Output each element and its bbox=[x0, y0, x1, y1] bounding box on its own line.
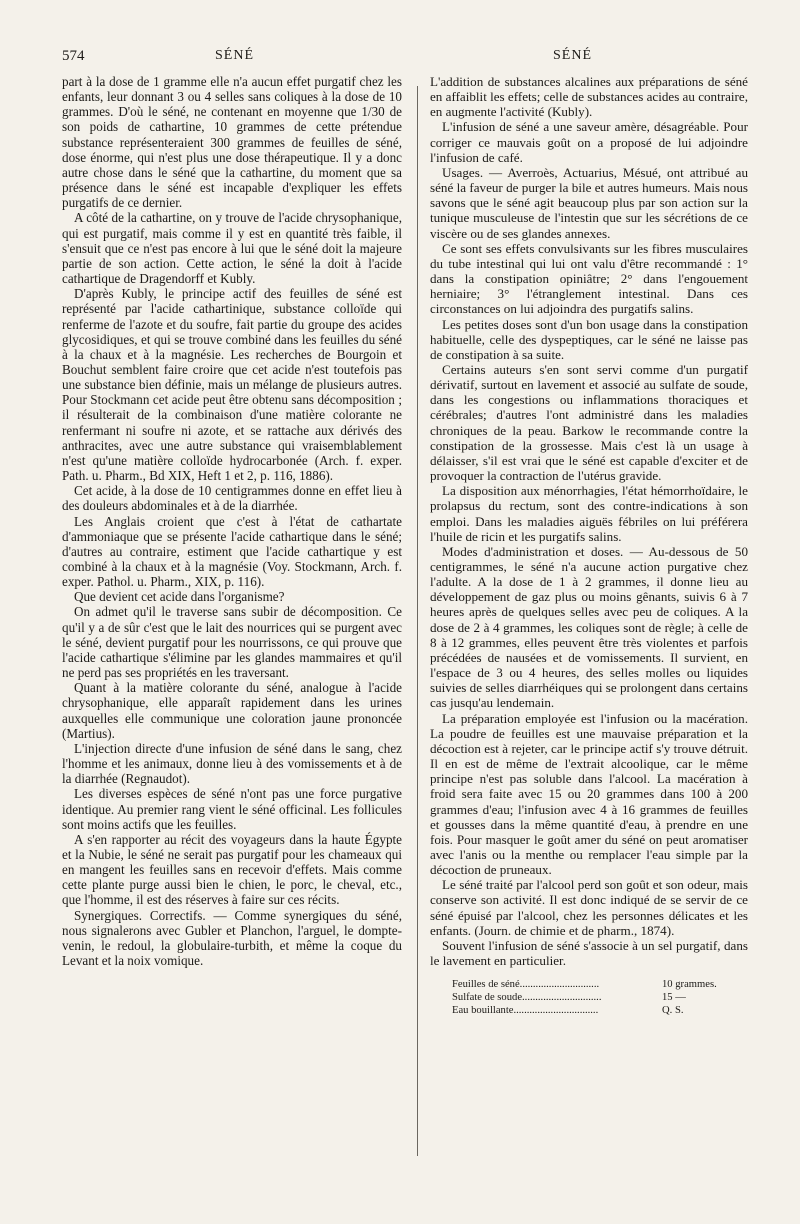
paragraph: Ce sont ses effets convulsivants sur les fibres musculaires du tube intestinal qui lui ont valu d'être recommandé : 1° dans la constipation opiniâtre; 2° dans l'engouement herniaire; 3° l'étranglement intestinal. Dans ces circonstances on lui adjoindra des purgatifs salins. bbox=[430, 240, 748, 317]
paragraph: Cet acide, à la dose de 10 centigrammes donne en effet lieu à des douleurs abdominales et à de la diarrhée. bbox=[62, 483, 402, 514]
paragraph: Usages. — Averroès, Actuarius, Mésué, ont attribué au séné la faveur de purger la bile et autres humeurs. Mais nous savons que le séné agit beaucoup plus par son action sur la tunique musculeuse de l'intestin que sur les sécrétions de ce viscère ou de ses glandes annexes. bbox=[430, 164, 748, 241]
paragraph: La disposition aux ménorrhagies, l'état hémorrhoïdaire, le prolapsus du rectum, sont des contre-indications à son emploi. Dans les maladies aiguës fébriles on lui préférera l'huile de ricin et les purgatifs salins. bbox=[430, 483, 748, 544]
paragraph: La préparation employée est l'infusion ou la macération. La poudre de feuilles est une mauvaise préparation et la décoction est à rejeter, car le principe actif s'y trouve détruit. Il en est de même de l'extrait alcoolique, car le même principe n'est pas soluble dans l'alcool. La macération à froid sera faite avec 15 ou 20 grammes dans 100 à 200 grammes d'eau; l'infusion avec 4 à 16 grammes de feuilles et gousses dans la même quantité d'eau, à prendre en une fois. Pour masquer le goût amer du séné on peut aromatiser avec l'anis ou la menthe ou remplacer l'eau simple par la décoction de pruneaux. bbox=[430, 710, 748, 878]
paragraph: L'injection directe d'une infusion de séné dans le sang, chez l'homme et les animaux, donne lieu à des vomissements et à de la diarrhée (Regnaudot). bbox=[62, 740, 402, 787]
recipe-dose: Q. S. bbox=[662, 1005, 684, 1017]
right-column-text bbox=[430, 74, 748, 968]
paragraph: L'addition de substances alcalines aux préparations de séné en affaiblit les effets; celle de substances acides au contraire, en augmente l'activité (Kubly). bbox=[430, 74, 748, 120]
paragraph: Les Anglais croient que c'est à l'état de cathartate d'ammoniaque que se présente l'acide cathartique dans le séné; d'autres au contraire, estiment que l'acide cathartique y est combiné à la chaux et à la magnésie (Voy. Stockmann, Arch. f. exper. Pathol. u. Pharm., XIX, p. 116). bbox=[62, 513, 402, 590]
paragraph: A s'en rapporter au récit des voyageurs dans la haute Égypte et la Nubie, le séné ne serait pas purgatif pour les chameaux qui en mangent les feuilles sans en recevoir d'effets. Mais comme cette plante purge aussi bien le chien, le porc, le cheval, etc., que l'homme, il est des réserves à faire sur ces récits. bbox=[62, 831, 402, 908]
running-head-right: SÉNÉ bbox=[553, 48, 592, 63]
recipe-dose: 10 grammes. bbox=[662, 979, 717, 991]
paragraph: Quant à la matière colorante du séné, analogue à l'acide chrysophanique, elle apparaît rapidement dans les urines auxquelles elle communique une coloration jaune prononcée (Martius). bbox=[62, 680, 402, 741]
paragraph: Les diverses espèces de séné n'ont pas une force purgative identique. Au premier rang vient le séné officinal. Les follicules sont moins actifs que les feuilles. bbox=[62, 786, 402, 832]
column-divider bbox=[417, 86, 418, 1156]
paragraph: On admet qu'il le traverse sans subir de décomposition. Ce qu'il y a de sûr c'est que le lait des nourrices qui se purgent avec le séné, devient purgatif pour les nourrissons, ce qui prouve que l'acide cathartique s'élimine par les glandes mammaires et qu'il ne perd pas ses propriétés en les traversant. bbox=[62, 604, 402, 681]
page-header bbox=[0, 44, 800, 68]
paragraph: L'infusion de séné a une saveur amère, désagréable. Pour corriger ce mauvais goût on a proposé de lui adjoindre l'infusion de café. bbox=[430, 119, 748, 165]
recipe-ingredient: Eau bouillante................................ bbox=[452, 1005, 599, 1017]
paragraph: A côté de la cathartine, on y trouve de l'acide chrysophanique, qui est purgatif, mais comme il y est en quantité très faible, il s'ensuit que ce n'est pas encore à lui que le séné doit la majeure partie de son action. Cette action, le séné la doit à l'acide cathartique de Dragendorff et Kubly. bbox=[62, 210, 402, 287]
recipe-table bbox=[430, 978, 748, 1017]
paragraph: Souvent l'infusion de séné s'associe à un sel purgatif, dans le lavement en particulier. bbox=[430, 937, 748, 969]
recipe-row bbox=[430, 1004, 748, 1017]
recipe-row bbox=[430, 991, 748, 1004]
paragraph: Modes d'administration et doses. — Au-dessous de 50 centigrammes, le séné n'a aucune action purgative chez l'adulte. A la dose de 1 à 2 grammes, il donne lieu au développement de gaz plus ou moins gênants, suivis 6 à 7 heures après de quelques selles avec peu de coliques. A la dose de 2 à 4 grammes, les coliques sont de règle; à celle de 8 à 12 grammes, elles peuvent être très violentes et parfois précédées de nausées et de vomissements. Il survient, en l'espace de 3 ou 4 heures, des selles molles ou liquides suivies de selles diarrhéiques qui se prolongent dans certains cas jusqu'au lendemain. bbox=[430, 543, 748, 711]
recipe-ingredient: Sulfate de soude.............................. bbox=[452, 992, 602, 1004]
paragraph: D'après Kubly, le principe actif des feuilles de séné est représenté par l'acide cathartinique, substance colloïde qui renferme de l'azote et du soufre, fait partie du groupe des acides glycosidiques, et qui se trouve combiné dans les feuilles du séné à la chaux et à la magnésie. Les recherches de Bourgoin et Bouchut semblent faire croire que cet acide n'est toutefois pas une substance bien définie, mais un mélange de plusieurs autres. Pour Stockmann cet acide peut être obtenu sans décomposition ; il résulterait de la combinaison d'une matière colorante ne renfermant ni soufre ni azote, et se rattache aux dérivés des anthracites, avec une autre substance qui vraisemblablement n'est qu'une matière colloïde hydrocarbonée (Arch. f. exper. Path. u. Pharm., Bd XIX, Heft 1 et 2, p. 116, 1886). bbox=[62, 286, 402, 484]
page-number: 574 bbox=[62, 48, 85, 64]
paragraph: Certains auteurs s'en sont servi comme d'un purgatif dérivatif, surtout en lavement et associé au sulfate de soude, dans les congestions ou inflammations thoraciques et cérébrales; d'autres l'ont administré dans les maladies chroniques de la peau. Barkow le recommande contre la constipation de la grossesse. Mais c'est là un usage à délaisser, s'il est vrai que le séné est capable d'exciter et de provoquer la contraction de l'utérus gravide. bbox=[430, 361, 748, 484]
recipe-ingredient: Feuilles de séné.............................. bbox=[452, 979, 600, 991]
paragraph: Le séné traité par l'alcool perd son goût et son odeur, mais conserve son activité. Il est donc indiqué de se servir de ce séné épuisé par l'alcool, chez les personnes délicates et les enfants. (Journ. de chimie et de pharm., 1874). bbox=[430, 877, 748, 938]
running-head-left: SÉNÉ bbox=[215, 48, 254, 63]
right-column bbox=[430, 74, 748, 1017]
recipe-row bbox=[430, 978, 748, 991]
recipe-dose: 15 — bbox=[662, 992, 686, 1004]
paragraph: Que devient cet acide dans l'organisme? bbox=[74, 589, 285, 605]
paragraph: Synergiques. Correctifs. — Comme synergiques du séné, nous signalerons avec Gubler et Planchon, l'arguel, le dompte-venin, le redoul, la globulaire-turbith, et même la coque du Levant et la noix vomique. bbox=[62, 907, 402, 969]
left-column bbox=[62, 74, 402, 968]
paragraph: Les petites doses sont d'un bon usage dans la constipation habituelle, celle des dyspeptiques, car le séné ne laisse pas de constipation à sa suite. bbox=[430, 316, 748, 362]
paragraph: part à la dose de 1 gramme elle n'a aucun effet purgatif chez les enfants, leur donnant 3 ou 4 selles sans coliques à la dose de 10 grammes. D'où le séné, ne contenant en moyenne que 1/30 de son poids de cathartine, 10 grammes de cette prétendue substance représenteraient 300 grammes de feuilles de séné, dose énorme, qui n'est plus une dose thérapeutique. Il y a donc autre chose dans le séné que la cathartine, du moment que sa présence dans le séné est incapable d'expliquer les effets purgatifs de ce dernier. bbox=[62, 74, 402, 211]
